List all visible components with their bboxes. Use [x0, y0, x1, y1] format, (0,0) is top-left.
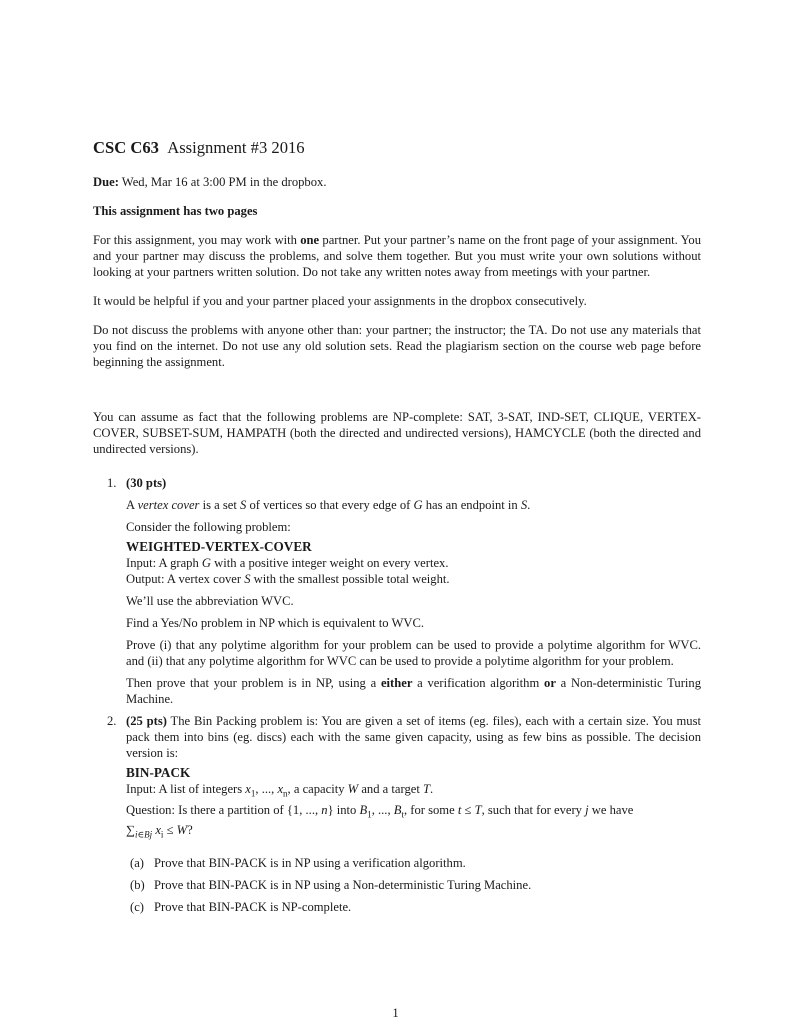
bp-xn-sub: n	[283, 788, 288, 799]
bp-W: W	[347, 782, 359, 796]
subpart-c	[126, 899, 701, 915]
wvc-output-S: S	[244, 572, 251, 586]
subpart-b-label: (b)	[130, 877, 145, 892]
question-1-number: 1.	[107, 476, 117, 490]
q1-pts: (30 pts)	[126, 476, 167, 490]
question-2	[93, 713, 701, 915]
bpq-e: , such that for every	[481, 802, 586, 817]
then-a: Then prove that your problem is in NP, using a	[126, 676, 381, 690]
bpq-mid: , ...,	[371, 802, 394, 817]
page-number: 1	[392, 1006, 399, 1020]
bpq-B1: B	[359, 802, 368, 817]
question-2-number: 2.	[107, 714, 117, 728]
bp-input-b: , a capacity	[287, 782, 348, 796]
bpq-c: , for some	[403, 802, 458, 817]
bpq-b: } into	[327, 802, 360, 817]
then-paragraph	[126, 675, 701, 707]
abbreviation-line: We’ll use the abbreviation WVC.	[126, 594, 294, 608]
sum-x: x	[155, 823, 161, 838]
then-or: or	[544, 676, 556, 690]
bpq-j: j	[585, 802, 589, 817]
bin-pack-sum-condition	[126, 822, 701, 843]
page-title	[93, 138, 701, 158]
bin-packing-intro	[126, 713, 701, 761]
def-c: of vertices so that every edge of	[246, 498, 414, 512]
assignment-title: Assignment #3 2016	[167, 138, 305, 157]
bin-pack-input	[126, 781, 701, 802]
bpq-Bt-sub: t	[401, 809, 404, 820]
course-code: CSC C63	[93, 138, 159, 157]
due-label: Due:	[93, 175, 119, 189]
bpq-d: ≤	[461, 802, 475, 817]
wvc-output-a: Output: A vertex cover	[126, 572, 245, 586]
then-either: either	[380, 676, 413, 690]
bp-xn: x	[277, 782, 284, 796]
partner-bold: one	[300, 233, 320, 247]
partner-paragraph	[93, 232, 701, 280]
sum-le: ≤	[163, 823, 177, 838]
question-1	[93, 475, 701, 707]
bp-input-c: and a target	[358, 782, 423, 796]
subpart-a-label: (a)	[130, 855, 144, 870]
subpart-b	[126, 877, 701, 893]
bpq-f: we have	[588, 802, 634, 817]
bpq-t: t	[457, 802, 462, 817]
subpart-c-label: (c)	[130, 899, 144, 914]
bp-input-a: Input: A list of integers	[126, 782, 246, 796]
def-G: G	[413, 498, 423, 512]
q2-intro: The Bin Packing problem is: You are given a set of items (eg. files), each with a certain size. You must pack them into bins (eg. discs) each with the same given capacity, using as few bins as possible. The decision version is:	[126, 714, 701, 760]
document-body	[93, 138, 701, 921]
wvc-output-b: with the smallest possible total weight.	[250, 572, 450, 586]
then-c: a Non-deterministic Turing Machine.	[126, 676, 701, 706]
prove-paragraph: Prove (i) that any polytime algorithm for your problem can be used to provide a polytime algorithm for WVC. and (ii) that any polytime algorithm for WVC can be used to provide a polytime algorithm for your problem.	[126, 638, 701, 668]
sum-subscript	[135, 830, 152, 840]
wvc-input-G: G	[201, 556, 212, 570]
wvc-output	[126, 571, 701, 587]
sum-sub-text: i∈Bj	[134, 829, 153, 840]
bp-input-d: .	[430, 782, 434, 796]
vertex-cover-definition	[126, 497, 701, 513]
sum-x-sub: i	[160, 829, 164, 840]
wvc-input-b: with a positive integer weight on every vertex.	[211, 556, 449, 570]
bpq-n: n	[321, 802, 328, 817]
dropbox-paragraph: It would be helpful if you and your partner placed your assignments in the dropbox consecutively.	[93, 294, 587, 308]
def-term: vertex cover	[137, 498, 200, 512]
subpart-c-text: Prove that BIN-PACK is NP-complete.	[154, 899, 352, 914]
bin-pack-problem-name: BIN-PACK	[126, 765, 191, 780]
find-line: Find a Yes/No problem in NP which is equivalent to WVC.	[126, 616, 425, 630]
np-complete-paragraph: You can assume as fact that the following problems are NP-complete: SAT, 3-SAT, IND-SET, CLIQUE, VERTEX-COVER, SUBSET-SUM, HAMPATH (both the directed and undirected versions), HAMCYCLE (both the directed and undirected versions).	[93, 410, 701, 456]
bin-pack-question	[126, 802, 701, 823]
bpq-T: T	[474, 802, 482, 817]
due-line	[93, 174, 701, 190]
discuss-paragraph: Do not discuss the problems with anyone other than: your partner; the instructor; the TA. Do not use any materials that you find on the internet. Do not use any old solution sets. Read the plagiarism section on the course web page before beginning the assignment.	[93, 323, 701, 369]
def-a: A	[126, 498, 138, 512]
bpq-a: Question: Is there a partition of {1, ...,	[126, 802, 322, 817]
bpq-B1-sub: 1	[367, 809, 372, 820]
partner-text-2: partner. Put your partner’s name on the front page of your assignment. You and your partner may discuss the problems, and solve them together. But you must write your own solutions without looking at your partners written solution. Do not take any written notes away from meetings with your partner.	[93, 233, 701, 279]
due-text: Wed, Mar 16 at 3:00 PM in the dropbox.	[118, 175, 327, 189]
wvc-input	[126, 555, 701, 571]
def-e: .	[527, 498, 531, 512]
def-S: S	[240, 498, 247, 512]
partner-text-1: For this assignment, you may work with	[93, 233, 301, 247]
subpart-b-text: Prove that BIN-PACK is in NP using a Non-deterministic Turing Machine.	[154, 877, 532, 892]
sum-symbol: ∑	[126, 823, 135, 838]
bin-pack-subparts	[126, 855, 701, 915]
sum-q: ?	[187, 823, 193, 838]
subpart-a	[126, 855, 701, 871]
bp-x1-sub: 1	[250, 788, 256, 799]
consider-line: Consider the following problem:	[126, 520, 291, 534]
sum-W: W	[176, 823, 188, 838]
question-1-points	[126, 475, 701, 491]
subpart-a-text: Prove that BIN-PACK is in NP using a verification algorithm.	[154, 855, 466, 870]
def-S2: S	[520, 498, 528, 512]
bp-x1: x	[245, 782, 251, 796]
two-pages-notice: This assignment has two pages	[93, 204, 258, 218]
wvc-input-a: Input: A graph	[126, 556, 202, 570]
q2-pts: (25 pts)	[126, 714, 167, 728]
def-b: is a set	[199, 498, 241, 512]
bp-T: T	[422, 782, 430, 796]
then-b: a verification algorithm	[412, 676, 545, 690]
def-d: has an endpoint in	[422, 498, 521, 512]
bp-input-mid: , ...,	[255, 782, 278, 796]
bpq-Bt: B	[393, 802, 402, 817]
wvc-problem-name: WEIGHTED-VERTEX-COVER	[126, 539, 312, 554]
